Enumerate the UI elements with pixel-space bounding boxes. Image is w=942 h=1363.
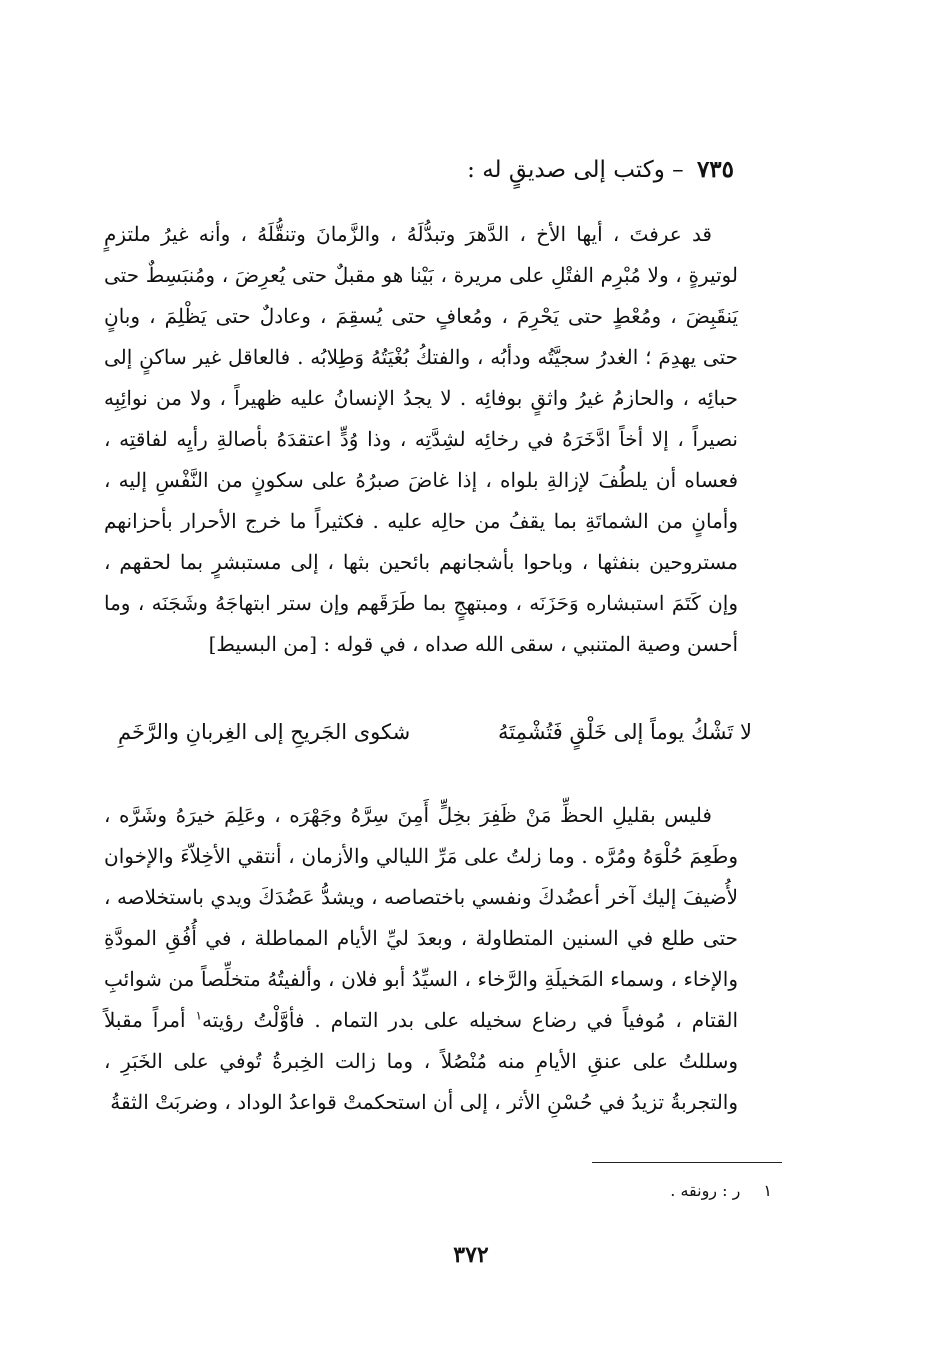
page-number: ٣٧٢ <box>453 1242 489 1268</box>
footnote-marker: ١ <box>763 1181 772 1200</box>
paragraph-2 <box>104 795 738 1123</box>
meter-label: [من البسيط] <box>208 632 318 656</box>
poem-verse <box>118 712 752 752</box>
paragraph-1 <box>104 214 738 665</box>
letter-number: ٧٣٥ <box>696 156 734 183</box>
verse-second-hemistich: شكوى الجَريحِ إلى الغِربانِ والرَّخَمِ <box>118 720 411 744</box>
footnote <box>670 1178 772 1204</box>
footnote-text: ر : رونقه . <box>670 1181 741 1200</box>
letter-heading-text: – وكتب إلى صديقٍ له : <box>467 157 684 183</box>
footnote-reference: ١ <box>195 1008 202 1023</box>
paragraph-2-body-start: فليس بقليلِ الحظِّ مَنْ ظَفِرَ بخِلٍّ أَمِنَ سِرَّهُ وجَهْرَه ، وعَلِمَ خيرَهُ وشَرَّه ، وطَعِمَ حُلْوَهُ ومُرَّه . وما زلتُ على مَرِّ الليالي والأزمان ، أنتقي الأخِلاّءَ والإخوان لأُضيفَ إليك آخر أعضُدكَ ونفسي باختصاصه ، ويشدُّ عَضُدَكَ ويدي باستخلاصه ، حتى طلع في السنين المتطاولة ، وبعدَ ليِّ الأيام المماطلة ، في أُفُقِ المودَّةِ والإخاء ، وسماء المَخيلَةِ والرَّخاء ، السيِّدُ أبو فلان ، وألفيتُهُ متخلِّصاً من شوائبِ القتام ، مُوفياً في رضاع سخيله على بدر التمام . فأوَّلْتُ رؤيته <box>104 803 739 1032</box>
paragraph-1-text <box>104 214 738 665</box>
letter-heading <box>100 150 734 190</box>
verse-first-hemistich: لا تَشْكُ يوماً إلى خَلْقٍ فَتُشْمِتَهُ <box>498 720 752 744</box>
paragraph-1-body: قد عرفتَ ، أيها الأخ ، الدَّهرَ وتبدُّلَهُ ، والزَّمانَ وتنقُّلَهُ ، وأنه غيرُ ملتزمٍ لوتيرةٍ ، ولا مُبْرِم الفتْلِ على مريرة ، بَيْنا هو مقبلٌ حتى يُعرِضَ ، ومُنبَسِطٌ حتى يَنقَبِضَ ، ومُعْطٍ حتى يَحْرِمَ ، ومُعافٍ حتى يُسقِمَ ، وعادلٌ حتى يَظْلِمَ ، وبانٍ حتى يهدِمَ ؛ الغدرُ سجيَّتُه ودأبُه ، والفتكُ بُغْيَتُهُ وَطِلابُه . فالعاقل غير ساكنٍ إلى حبائِه ، والحازمُ غيرُ واثقٍ بوفائِه . لا يجدُ الإنسانُ عليه ظهيراً ، ولا من نوائِبِه نصيراً ، إلا أخاً ادَّخَرَهُ في رخائِه لشِدَّتِه ، وذا وُدٍّ اعتقدَهُ بأصالةِ رأيِه لفاقتِه ، فعساه أن يلطُفَ لإزالةِ بلواه ، إذا غاضَ صبرُهُ على سكونٍ من النَّفْسِ إليه ، وأمانٍ من الشماتَةِ بما يقفُ من حالِه عليه . فكثيراً ما خرج الأحرار بأحزانهم مستروحين بنفثها ، وباحوا بأشجانهم بائحين بثها ، إلى مستبشرٍ بما لحقهم ، وإن كَتَمَ استبشاره وَحَزَنَه ، ومبتهجٍ بما طَرَقَهم وإن ستر ابتهاجَهُ وشَجَنَه ، وما أحسن وصية المتنبي ، سقى الله صداه ، في قوله : <box>104 222 739 656</box>
footnote-separator <box>592 1162 782 1163</box>
paragraph-2-body-end: أمراً مقبلاً وسللتُ على عنقِ الأيامِ منه مُنْصُلاً ، وما زالت الخِبرةُ تُوفي على الخَبَرِ ، والتجربةُ تزيدُ في حُسْنِ الأثر ، إلى أن استحكمتْ قواعدُ الوداد ، وضربَتْ الثقةُ <box>104 1008 738 1114</box>
paragraph-2-text <box>104 795 738 1123</box>
